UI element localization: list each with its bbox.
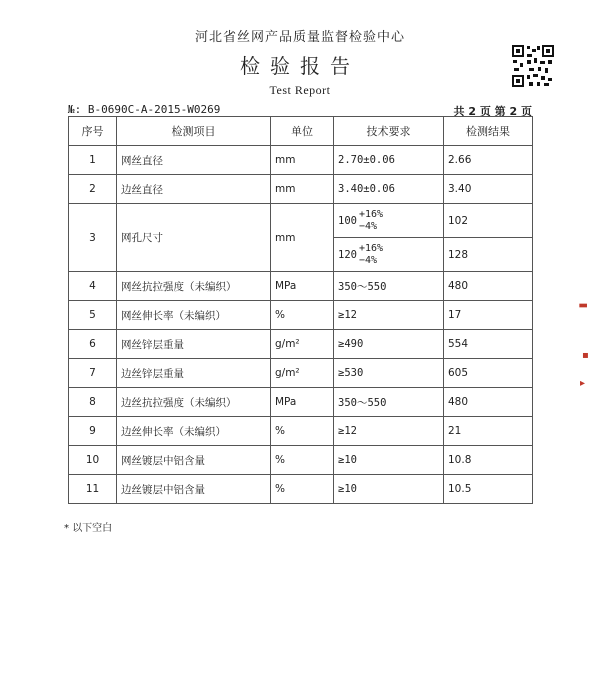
row-result: 3.40 <box>444 175 533 204</box>
table-row <box>69 446 533 475</box>
row-item: 网丝抗拉强度（未编织） <box>117 272 271 301</box>
row-requirement: ≥490 <box>334 330 444 359</box>
row-unit: % <box>271 446 334 475</box>
row-result: 10.5 <box>444 475 533 504</box>
row-requirement: ≥530 <box>334 359 444 388</box>
row-no: 9 <box>69 417 117 446</box>
qr-code-icon <box>511 44 555 88</box>
row-item: 边丝镀层中铝含量 <box>117 475 271 504</box>
table-row <box>69 204 533 238</box>
row-result: 480 <box>444 388 533 417</box>
req-tol-plus: +16% <box>358 242 384 254</box>
row-no: 5 <box>69 301 117 330</box>
table-row <box>69 330 533 359</box>
table-row <box>69 388 533 417</box>
row-no: 1 <box>69 146 117 175</box>
row-item: 网丝镀层中铝含量 <box>117 446 271 475</box>
row-no: 3 <box>69 204 117 272</box>
row-item: 边丝锌层重量 <box>117 359 271 388</box>
row-requirement: ≥12 <box>334 417 444 446</box>
row-unit: g/m² <box>271 330 334 359</box>
row-no: 4 <box>69 272 117 301</box>
table-row <box>69 359 533 388</box>
row-item: 网丝直径 <box>117 146 271 175</box>
table-row <box>69 175 533 204</box>
row-requirement: 350～550 <box>334 272 444 301</box>
margin-stamp-mark-icon: ▮ <box>577 302 589 309</box>
row-unit: mm <box>271 146 334 175</box>
row-item: 边丝伸长率（未编织） <box>117 417 271 446</box>
col-header-unit: 单位 <box>271 117 334 146</box>
row-unit: % <box>271 301 334 330</box>
row-unit: mm <box>271 175 334 204</box>
req-base: 120 <box>338 248 357 261</box>
end-note <box>64 519 112 534</box>
row-result: 605 <box>444 359 533 388</box>
report-number: №: B-0690C-A-2015-W0269 <box>68 103 221 116</box>
row-requirement <box>334 238 444 272</box>
table-row <box>69 475 533 504</box>
req-tol-minus: −4% <box>358 220 378 232</box>
row-requirement: ≥12 <box>334 301 444 330</box>
req-tolerance <box>359 209 383 233</box>
row-item: 边丝直径 <box>117 175 271 204</box>
row-item: 边丝抗拉强度（未编织） <box>117 388 271 417</box>
req-tol-plus: +16% <box>358 208 384 220</box>
row-result: 128 <box>444 238 533 272</box>
row-unit: MPa <box>271 388 334 417</box>
row-requirement: ≥10 <box>334 475 444 504</box>
row-unit: g/m² <box>271 359 334 388</box>
col-header-result: 检测结果 <box>444 117 533 146</box>
table-row <box>69 272 533 301</box>
req-tol-minus: −4% <box>358 254 378 266</box>
row-no: 11 <box>69 475 117 504</box>
row-result: 21 <box>444 417 533 446</box>
test-results-table <box>68 116 533 504</box>
row-no: 10 <box>69 446 117 475</box>
row-no: 8 <box>69 388 117 417</box>
row-item: 网丝伸长率（未编织） <box>117 301 271 330</box>
row-result: 480 <box>444 272 533 301</box>
row-requirement: 2.70±0.06 <box>334 146 444 175</box>
row-no: 2 <box>69 175 117 204</box>
row-result: 10.8 <box>444 446 533 475</box>
col-header-item: 检测项目 <box>117 117 271 146</box>
row-result: 2.66 <box>444 146 533 175</box>
req-base: 100 <box>338 214 357 227</box>
row-unit: mm <box>271 204 334 272</box>
row-no: 7 <box>69 359 117 388</box>
organization-name: 河北省丝网产品质量监督检验中心 <box>194 30 405 45</box>
table-row <box>69 301 533 330</box>
row-item: 网孔尺寸 <box>117 204 271 272</box>
page-info: 共 2 页 第 2 页 <box>453 105 532 118</box>
row-unit: % <box>271 417 334 446</box>
report-title-en: Test Report <box>269 83 331 97</box>
row-requirement: 3.40±0.06 <box>334 175 444 204</box>
row-unit: MPa <box>271 272 334 301</box>
row-result: 17 <box>444 301 533 330</box>
row-unit: % <box>271 475 334 504</box>
row-item: 网丝锌层重量 <box>117 330 271 359</box>
row-requirement: ≥10 <box>334 446 444 475</box>
row-result: 102 <box>444 204 533 238</box>
col-header-requirement: 技术要求 <box>334 117 444 146</box>
table-header-row <box>69 117 533 146</box>
end-note-text: 以下空白 <box>72 523 113 534</box>
margin-stamp-mark-icon: ▸ <box>580 378 586 389</box>
margin-stamp-mark-icon: ▪ <box>582 350 589 361</box>
row-requirement: 350～550 <box>334 388 444 417</box>
row-requirement <box>334 204 444 238</box>
req-tolerance <box>359 243 383 267</box>
col-header-no: 序号 <box>69 117 117 146</box>
asterisk-mark-icon: * <box>64 523 69 534</box>
report-title-cn: 检验报告 <box>240 54 360 78</box>
row-no: 6 <box>69 330 117 359</box>
table-row <box>69 417 533 446</box>
row-result: 554 <box>444 330 533 359</box>
table-row <box>69 146 533 175</box>
